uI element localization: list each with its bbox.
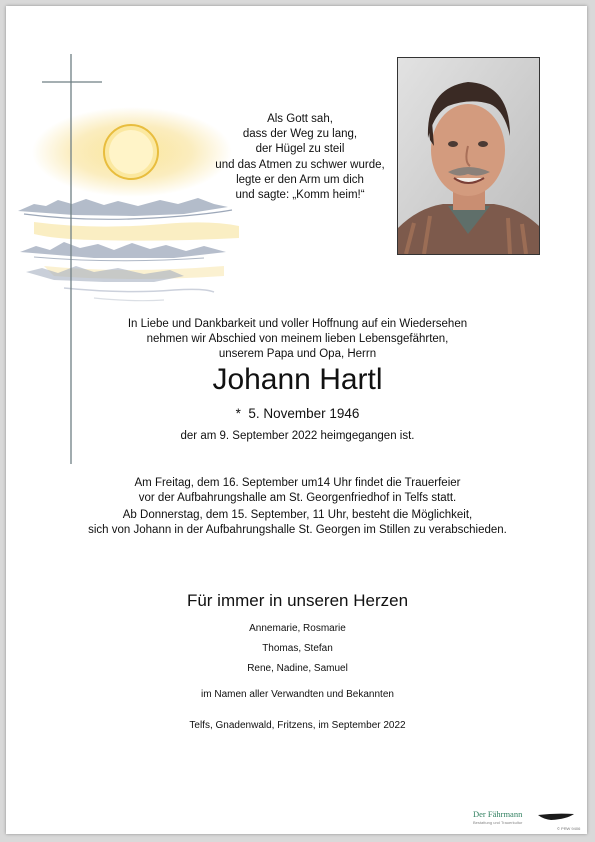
mourner-names: Annemarie, Rosmarie: [249, 623, 346, 634]
copyright: © PRW 9406: [557, 826, 581, 831]
death-date-line: der am 9. September 2022 heimgegangen ist.: [180, 430, 415, 442]
motto: Für immer in unseren Herzen: [186, 591, 409, 610]
birth-star-icon: *: [235, 406, 241, 421]
birth-date-line: [90, 405, 505, 423]
service-line: Ab Donnerstag, dem 15. September, 11 Uhr, besteht die Möglichkeit,: [122, 509, 473, 521]
service-info: [60, 476, 535, 537]
funeral-home-logo-subtitle: Bestattung und Trauerkultur: [473, 820, 523, 825]
intro-line: In Liebe und Dankbarkeit und voller Hoffnung auf ein Wiedersehen: [127, 318, 468, 330]
intro-line: unserem Papa und Opa, Herrn: [218, 348, 377, 360]
poem-line: dass der Weg zu lang,: [242, 128, 358, 141]
portrait-photo: [397, 57, 540, 255]
boat-icon: [537, 812, 575, 822]
service-line: vor der Aufbahrungshalle am St. Georgenfriedhof in Telfs statt.: [138, 491, 457, 504]
funeral-home-logo-name: Der Fährmann: [473, 809, 523, 819]
deceased-name: Johann Hartl: [212, 363, 383, 396]
poem-line: der Hügel zu steil: [255, 143, 345, 156]
intro-text: [90, 317, 505, 362]
service-line: sich von Johann in der Aufbahrungshalle St. Georgen im Stillen zu verabschieden.: [88, 523, 507, 536]
mourner-names: Rene, Nadine, Samuel: [247, 663, 348, 674]
intro-line: nehmen wir Abschied von meinem lieben Lebensgefährten,: [146, 333, 449, 345]
relatives-line: im Namen aller Verwandten und Bekannten: [201, 689, 394, 700]
mourner-names: Thomas, Stefan: [262, 643, 333, 654]
poem: [200, 112, 400, 203]
portrait-image: [398, 58, 539, 254]
poem-line: legte er den Arm um dich: [236, 173, 364, 186]
place-date-line: Telfs, Gnadenwald, Fritzens, im September 2022: [189, 720, 406, 731]
birth-date: 5. November 1946: [248, 406, 360, 421]
poem-line: und das Atmen zu schwer wurde,: [215, 158, 385, 171]
poem-line: und sagte: „Komm heim!“: [235, 189, 365, 202]
service-line: Am Freitag, dem 16. September um14 Uhr findet die Trauerfeier: [134, 477, 461, 489]
poem-line: Als Gott sah,: [267, 113, 333, 125]
